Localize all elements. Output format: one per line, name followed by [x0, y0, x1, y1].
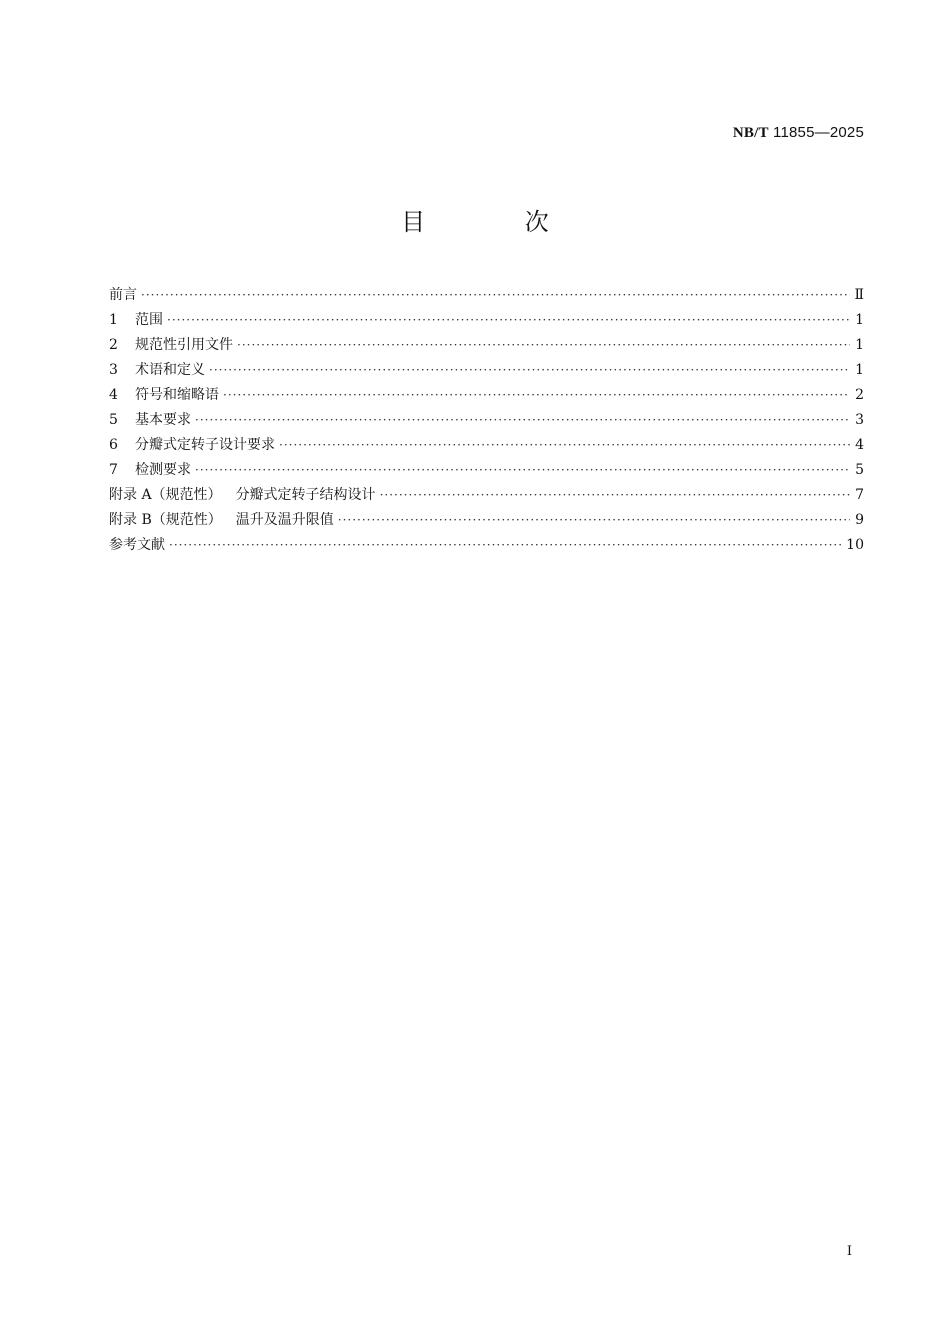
toc-entry-foreword[interactable]: [109, 284, 864, 309]
toc-entry-basic-requirements[interactable]: [109, 409, 864, 434]
toc-entry-symbols-abbreviations[interactable]: [109, 384, 864, 409]
toc-entry-page: 9: [855, 512, 864, 528]
standard-code-prefix: NB/T: [732, 125, 769, 141]
toc-entry-annex-a[interactable]: [109, 484, 864, 509]
toc-entry-scope[interactable]: [109, 309, 864, 334]
toc-entry-label: 参考文献: [109, 537, 165, 553]
toc-entry-label: 术语和定义: [135, 362, 205, 378]
toc-entry-normative-references[interactable]: [109, 334, 864, 359]
toc-entry-annex-prefix: 附录 B（规范性）: [109, 512, 222, 528]
toc-entry-page: 1: [855, 312, 864, 328]
toc-leader-dots: [169, 538, 842, 552]
toc-entry-terms-definitions[interactable]: [109, 359, 864, 384]
toc-entry-page: 1: [855, 337, 864, 353]
toc-leader-dots: [338, 513, 850, 527]
toc-entry-annex-prefix: 附录 A（规范性）: [109, 487, 222, 503]
toc-title: 目 次: [401, 208, 595, 236]
toc-entry-page: 7: [855, 487, 864, 503]
toc-entry-page: 4: [855, 437, 864, 453]
toc-entry-design-requirements[interactable]: [109, 434, 864, 459]
toc-leader-dots: [167, 313, 850, 327]
standard-code-number: 11855—2025: [773, 124, 864, 141]
toc-entry-label: 规范性引用文件: [135, 337, 233, 353]
toc-entry-page: 10: [846, 537, 864, 553]
toc-leader-dots: [380, 488, 850, 502]
toc-entry-test-requirements[interactable]: [109, 459, 864, 484]
toc-leader-dots: [141, 288, 850, 302]
toc-entry-annex-b[interactable]: [109, 509, 864, 534]
toc-entry-page: 5: [855, 462, 864, 478]
toc-leader-dots: [195, 413, 850, 427]
toc-entry-label: 范围: [135, 312, 163, 328]
toc-entry-page: 1: [855, 362, 864, 378]
toc-entry-number: 5: [109, 412, 118, 428]
toc-entry-bibliography[interactable]: [109, 534, 864, 559]
toc-leader-dots: [279, 438, 850, 452]
standard-number: [733, 124, 864, 142]
toc-entry-label: 分瓣式定转子结构设计: [235, 487, 376, 503]
toc-entry-page: 2: [855, 387, 864, 403]
toc-leader-dots: [237, 338, 850, 352]
toc-entry-number: 4: [109, 387, 118, 403]
toc-leader-dots: [195, 463, 850, 477]
toc-entry-page: 3: [855, 412, 864, 428]
toc-entry-number: 3: [109, 362, 118, 378]
toc-entry-number: 6: [109, 437, 118, 453]
toc-entry-label: 基本要求: [135, 412, 191, 428]
toc-leader-dots: [223, 388, 850, 402]
toc-entry-number: 7: [109, 462, 118, 478]
toc-entry-label: 分瓣式定转子设计要求: [135, 437, 275, 453]
toc-entry-label: 前言: [109, 287, 137, 303]
table-of-contents: [109, 284, 864, 559]
toc-entry-page: Ⅱ: [854, 287, 864, 303]
toc-entry-number: 2: [109, 337, 118, 353]
toc-leader-dots: [209, 363, 850, 377]
toc-entry-label: 符号和缩略语: [135, 387, 219, 403]
toc-entry-number: 1: [109, 312, 118, 328]
page-number: I: [846, 1244, 852, 1259]
toc-entry-label: 检测要求: [135, 462, 191, 478]
toc-entry-label: 温升及温升限值: [235, 512, 334, 528]
